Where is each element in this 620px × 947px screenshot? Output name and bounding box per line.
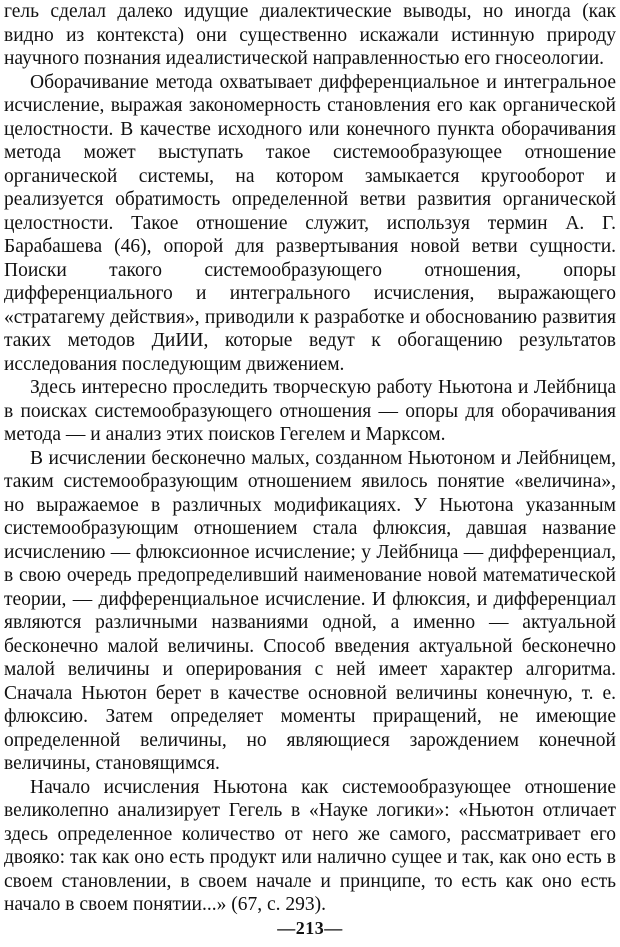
paragraph-continuation: гель сделал далеко идущие диалектические выводы, но иногда (как видно из контекста) они существенно искажали истинную природу научного познания идеалистической направленностью его гносеологии.	[4, 1, 616, 69]
paragraph: Здесь интересно проследить творческую работу Ньютона и Лейбница в поисках системообразующего отношения — опоры для оборачивания метода — и анализ этих поисков Гегелем и Марксом.	[4, 377, 616, 445]
page-number: —213—	[277, 918, 343, 938]
paragraph: Начало исчисления Ньютона как системообразующее отношение великолепно анализирует Гегель в «Науке логики»: «Ньютон отличает здесь определенное количество от него же самого, рассматривает его двояко: так как оно есть продукт или налично сущее и так, как оно есть в своем становлении, в своем начале и принципе, то есть как оно есть начало в своем понятии...» (67, с. 293).	[4, 776, 616, 915]
body-text	[4, 0, 616, 917]
paragraph: В исчислении бесконечно малых, созданном Ньютоном и Лейбницем, таким системообразующим отношением явилось понятие «величина», но выражаемое в различных модификациях. У Ньютона указанным системообразующим отношением стала флюксия, давшая название исчислению — флюксионное исчисление; у Лейбница — дифференциал, в свою очередь предопределивший наименование новой математической теории, — дифференциальное исчисление. И флюксия, и дифференциал являются различными названиями одной, а именно — актуальной бесконечно малой величины. Способ введения актуальной бесконечно малой величины и оперирования с ней имеет характер алгоритма. Сначала Ньютон берет в качестве основной величины конечную, т. е. флюксию. Затем определяет моменты приращений, не имеющие определенной величины, но являющиеся зарождением конечной величины, становящимся.	[4, 447, 616, 774]
book-page	[4, 0, 616, 947]
paragraph: Оборачивание метода охватывает дифференциальное и интегральное исчисление, выражая закономерность становления его как органической целостности. В качестве исходного или конечного пункта оборачивания метода может выступать такое системообразующее отношение органической системы, на котором замыкается кругооборот и реализуется обратимость определенной ветви развития органической целостности. Такое отношение служит, используя термин А. Г. Барабашева (46), опорой для развертывания новой ветви сущности. Поиски такого системообразующего отношения, опоры дифференциального и интегрального исчисления, выражающего «стратагему действия», приводили к разработке и обоснованию развития таких методов ДиИИ, которые ведут к обогащению результатов исследования последующим движением.	[4, 71, 616, 375]
